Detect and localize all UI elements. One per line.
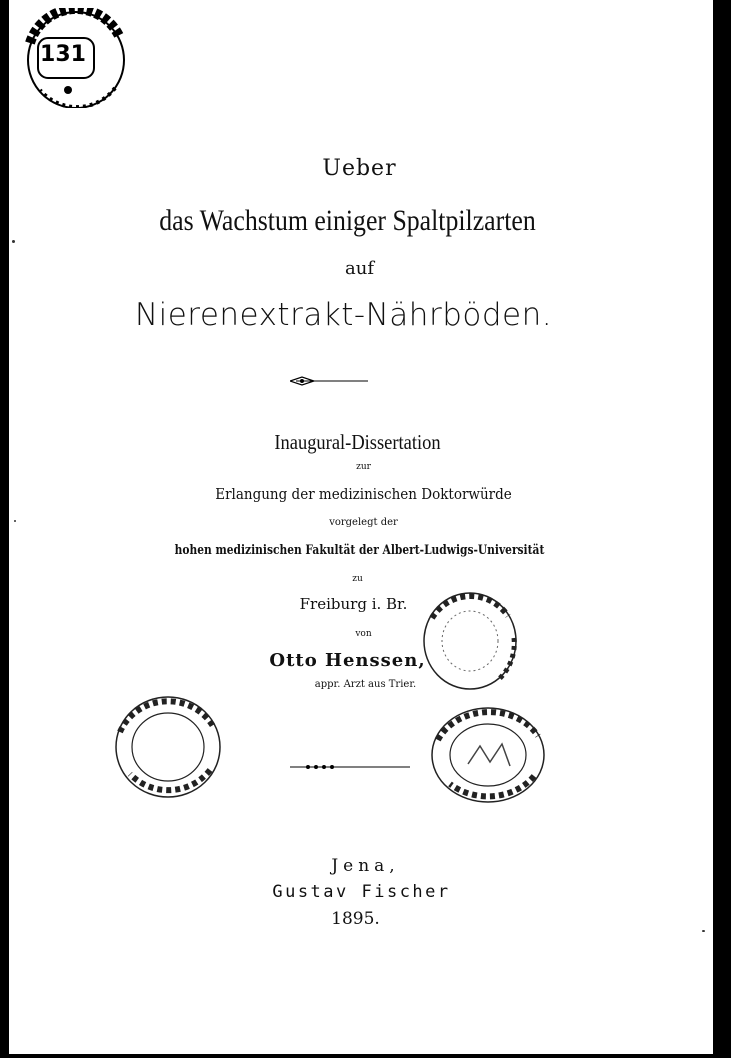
dissertation-title: Inaugural-Dissertation (274, 430, 441, 454)
connector-vorgelegt: vorgelegt der (329, 517, 398, 528)
library-stamp-number: 131 (40, 42, 86, 67)
scan-edge-bottom (0, 1054, 731, 1058)
pharmacy-oval-stamp (428, 704, 548, 806)
ornament-divider (290, 376, 368, 386)
scan-speck (12, 240, 15, 243)
publication-city: Jena, (331, 856, 400, 876)
title-line-1: Ueber (322, 156, 397, 181)
connector-zu: zu (352, 574, 363, 584)
dissertation-purpose: Erlangung der medizinischen Doktorwürde (215, 485, 512, 503)
title-line-3: auf (345, 258, 374, 279)
title-line-2: das Wachstum einiger Spaltpilzarten (159, 204, 536, 237)
publisher-name: Gustav Fischer (272, 882, 451, 902)
faculty-name: hohen medizinischen Fakultät der Albert-Ludwigs-Universität (174, 543, 545, 558)
faculty-oval-stamp (110, 692, 226, 802)
ornament-divider (290, 762, 410, 772)
publication-year: 1895. (331, 909, 380, 929)
oval-library-stamp (418, 588, 522, 694)
connector-zur: zur (356, 462, 371, 472)
place-name: Freiburg i. Br. (299, 595, 408, 613)
title-line-4: Nierenextrakt-Nährböden. (134, 297, 553, 333)
author-name: Otto Henssen, (269, 650, 426, 671)
author-description: appr. Arzt aus Trier. (314, 679, 417, 690)
scan-speck (702, 930, 705, 932)
connector-von: von (355, 629, 372, 639)
